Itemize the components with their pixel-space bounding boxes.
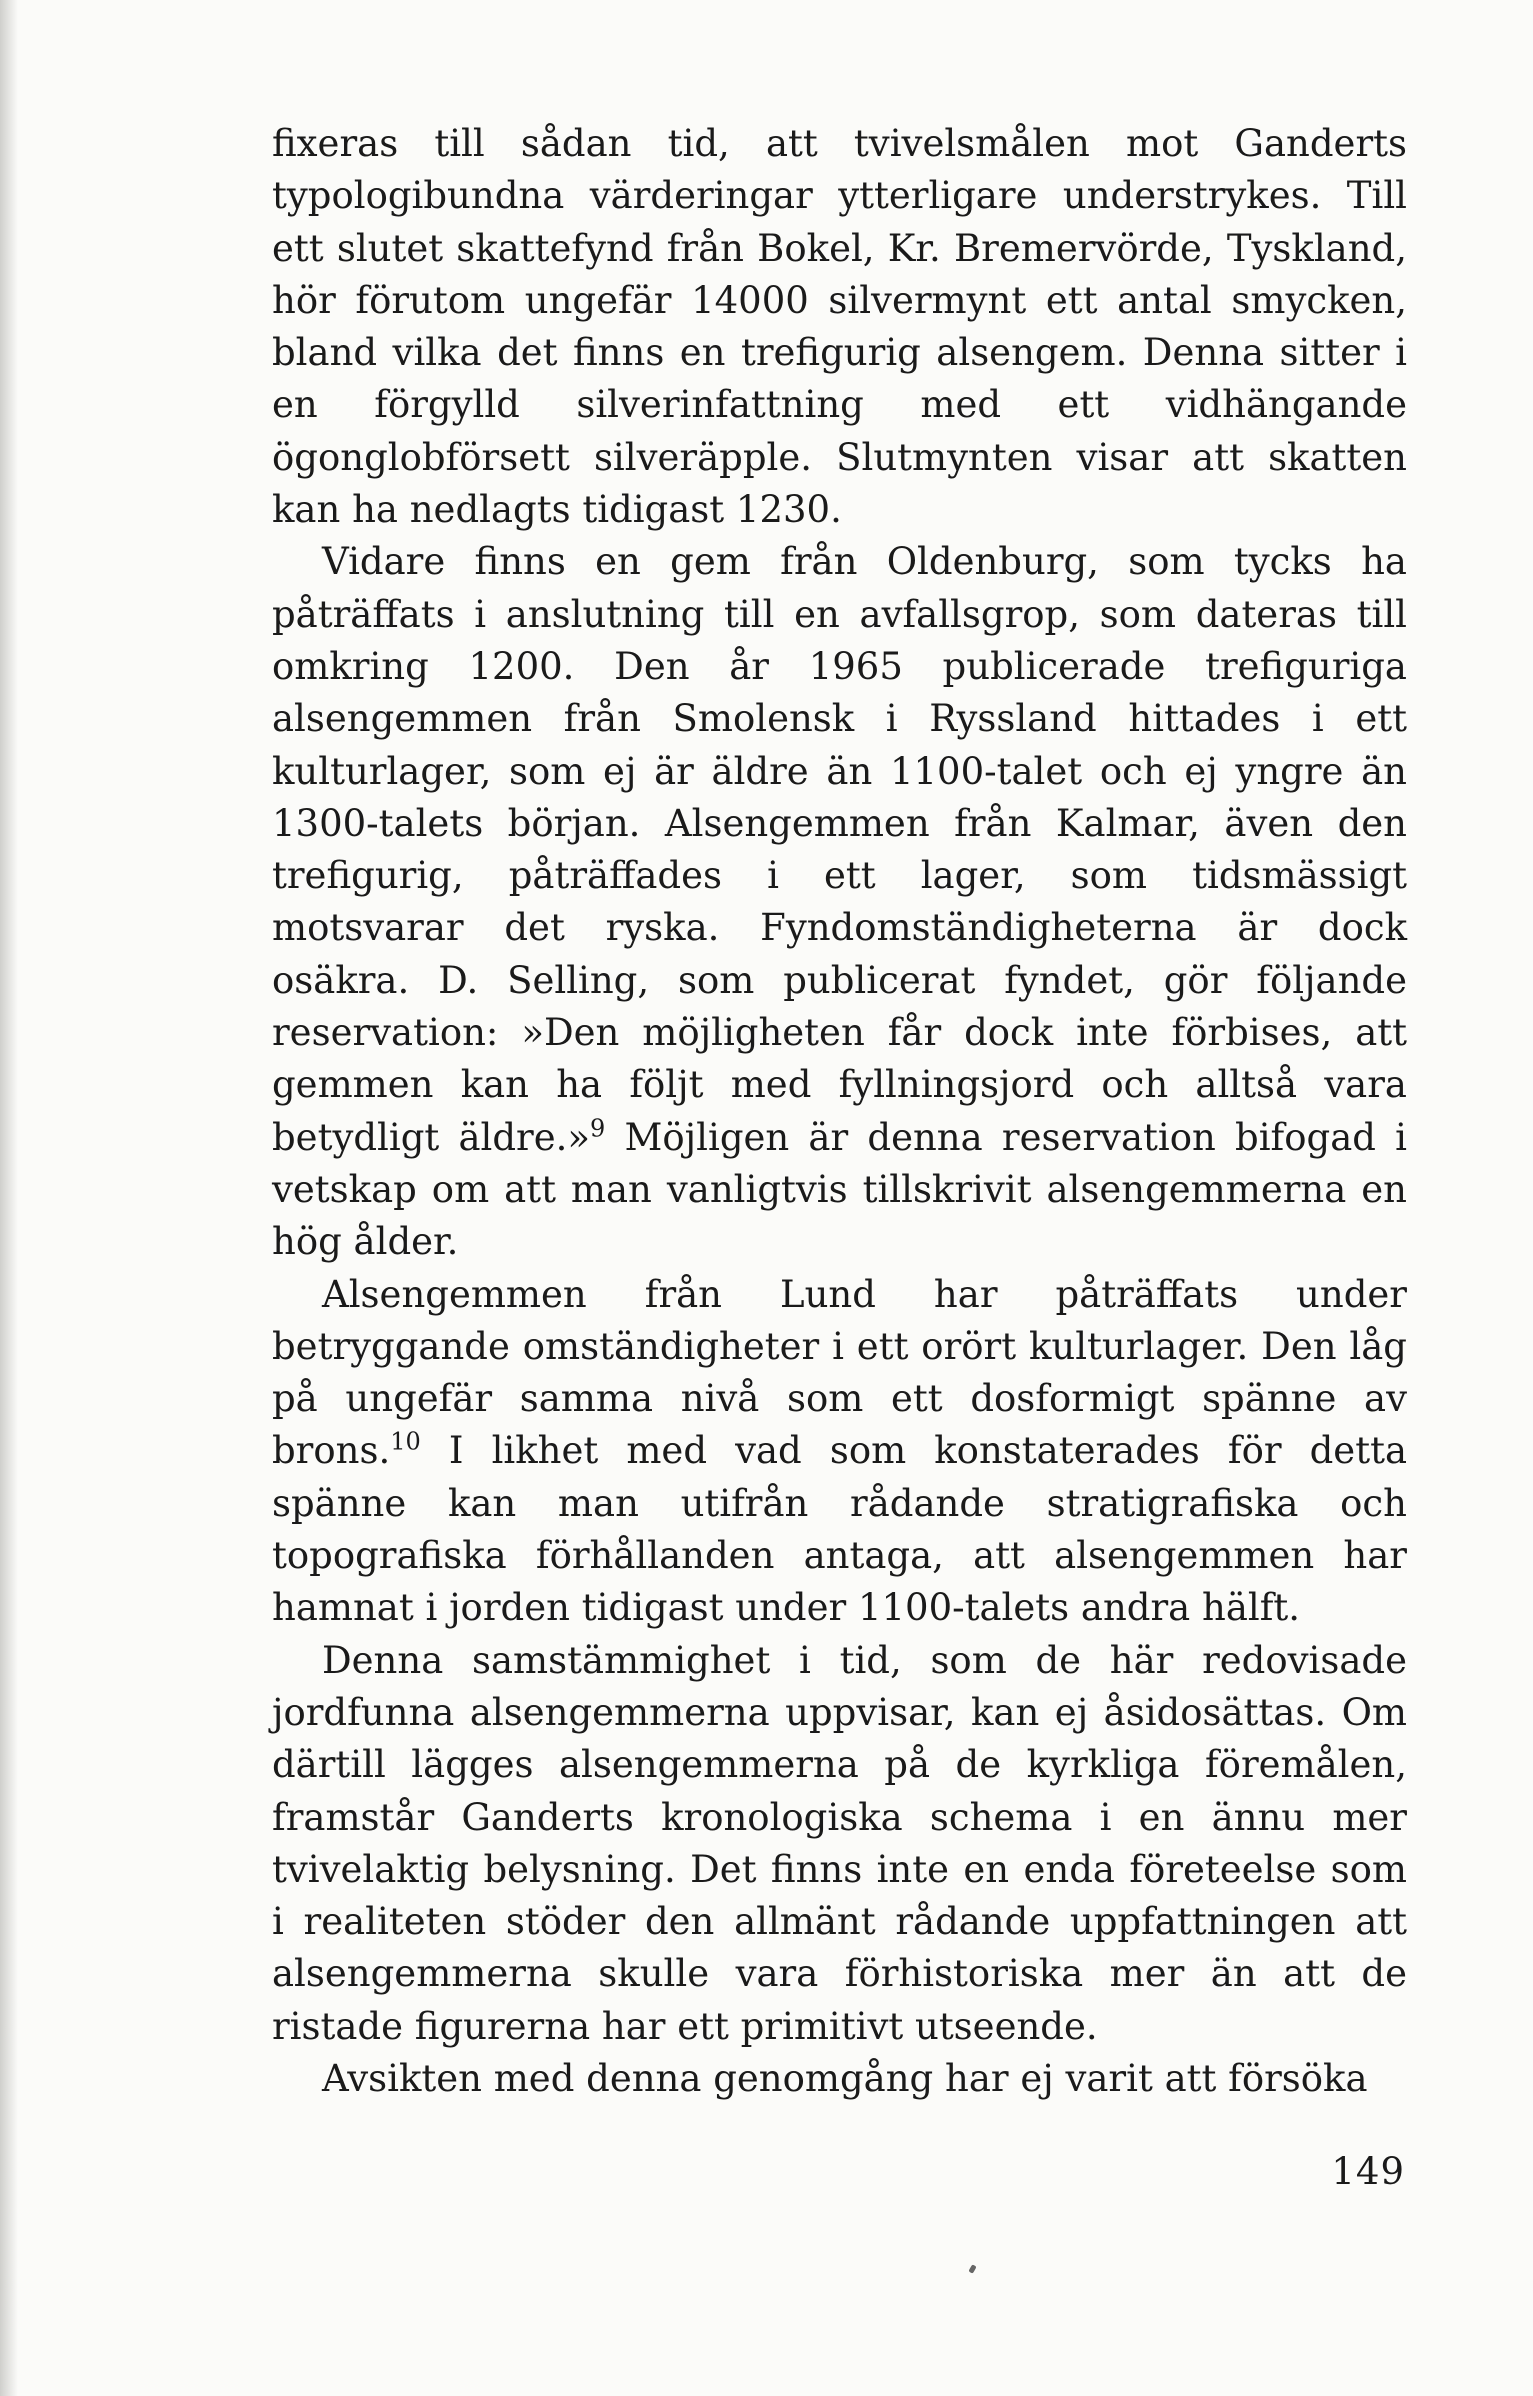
footnote-ref-9: 9 — [590, 1114, 606, 1143]
paragraph-3-text: Alsengemmen från Lund har påträffats under betryggande omständigheter i ett orört kulturlager. Den låg på ungefär samma nivå som ett dosformigt spänne av brons. — [272, 1272, 1407, 1473]
body-text — [272, 118, 1407, 2105]
paragraph-3 — [272, 1269, 1407, 1635]
paragraph-2-text: Vidare finns en gem från Oldenburg, som tycks ha påträffats i anslutning till en avfallsgrop, som dateras till omkring 1200. Den år 1965 publicerade trefiguriga alsengemmen från Smolensk i Ryssland hittades i ett kulturlager, som ej är äldre än 1100-talet och ej yngre än 1300-talets början. Alsengemmen från Kalmar, även den trefigurig, påträffades i ett lager, som tidsmässigt motsvarar det ryska. Fyndomständigheterna är dock osäkra. D. Selling, som publicerat fyndet, gör följande reservation: »Den möjligheten får dock inte förbises, att gemmen kan ha följt med fyllningsjord och alltså vara betydligt äldre.» — [272, 540, 1407, 1159]
scan-edge-shadow — [0, 0, 18, 2396]
paragraph-4-text: Denna samstämmighet i tid, som de här redovisade jordfunna alsengemmerna uppvisar, kan ej åsidosättas. Om därtill lägges alsengemmerna på de kyrkliga föremålen, framstår Ganderts kronologiska schema i en ännu mer tvivelaktig belysning. Det finns inte en enda företeelse som i realiteten stöder den allmänt rådande uppfattningen att alsengemmerna skulle vara förhistoriska mer än att de ristade figurerna har ett primitivt utseende. — [272, 1638, 1407, 2048]
scan-speck — [968, 2264, 976, 2273]
paragraph-4 — [272, 1635, 1407, 2053]
footnote-ref-10: 10 — [390, 1428, 421, 1457]
paragraph-2 — [272, 536, 1407, 1268]
paragraph-3-text-cont: I likhet med vad som konstaterades för detta spänne kan man utifrån rådande stratigrafiska och topografiska förhållanden antaga, att alsengemmen har hamnat i jorden tidigast under 1100-talets andra hälft. — [272, 1429, 1407, 1630]
paragraph-1 — [272, 118, 1407, 536]
paragraph-5 — [272, 2053, 1407, 2105]
paragraph-2-text-cont: Möjligen är denna reservation bifogad i vetskap om att man vanligtvis tillskrivit alsengemmerna en hög ålder. — [272, 1115, 1407, 1264]
page-number: 149 — [1331, 2150, 1405, 2193]
paragraph-1-text: fixeras till sådan tid, att tvivelsmålen mot Ganderts typologibundna värderingar ytterligare understrykes. Till ett slutet skattefynd från Bokel, Kr. Bremervörde, Tyskland, hör förutom ungefär 14000 silvermynt ett antal smycken, bland vilka det finns en trefigurig alsengem. Denna sitter i en förgylld silverinfattning med ett vidhängande ögonglobförsett silveräpple. Slutmynten visar att skatten kan ha nedlagts tidigast 1230. — [272, 122, 1407, 532]
paragraph-5-text: Avsikten med denna genomgång har ej varit att försöka — [322, 2056, 1368, 2100]
